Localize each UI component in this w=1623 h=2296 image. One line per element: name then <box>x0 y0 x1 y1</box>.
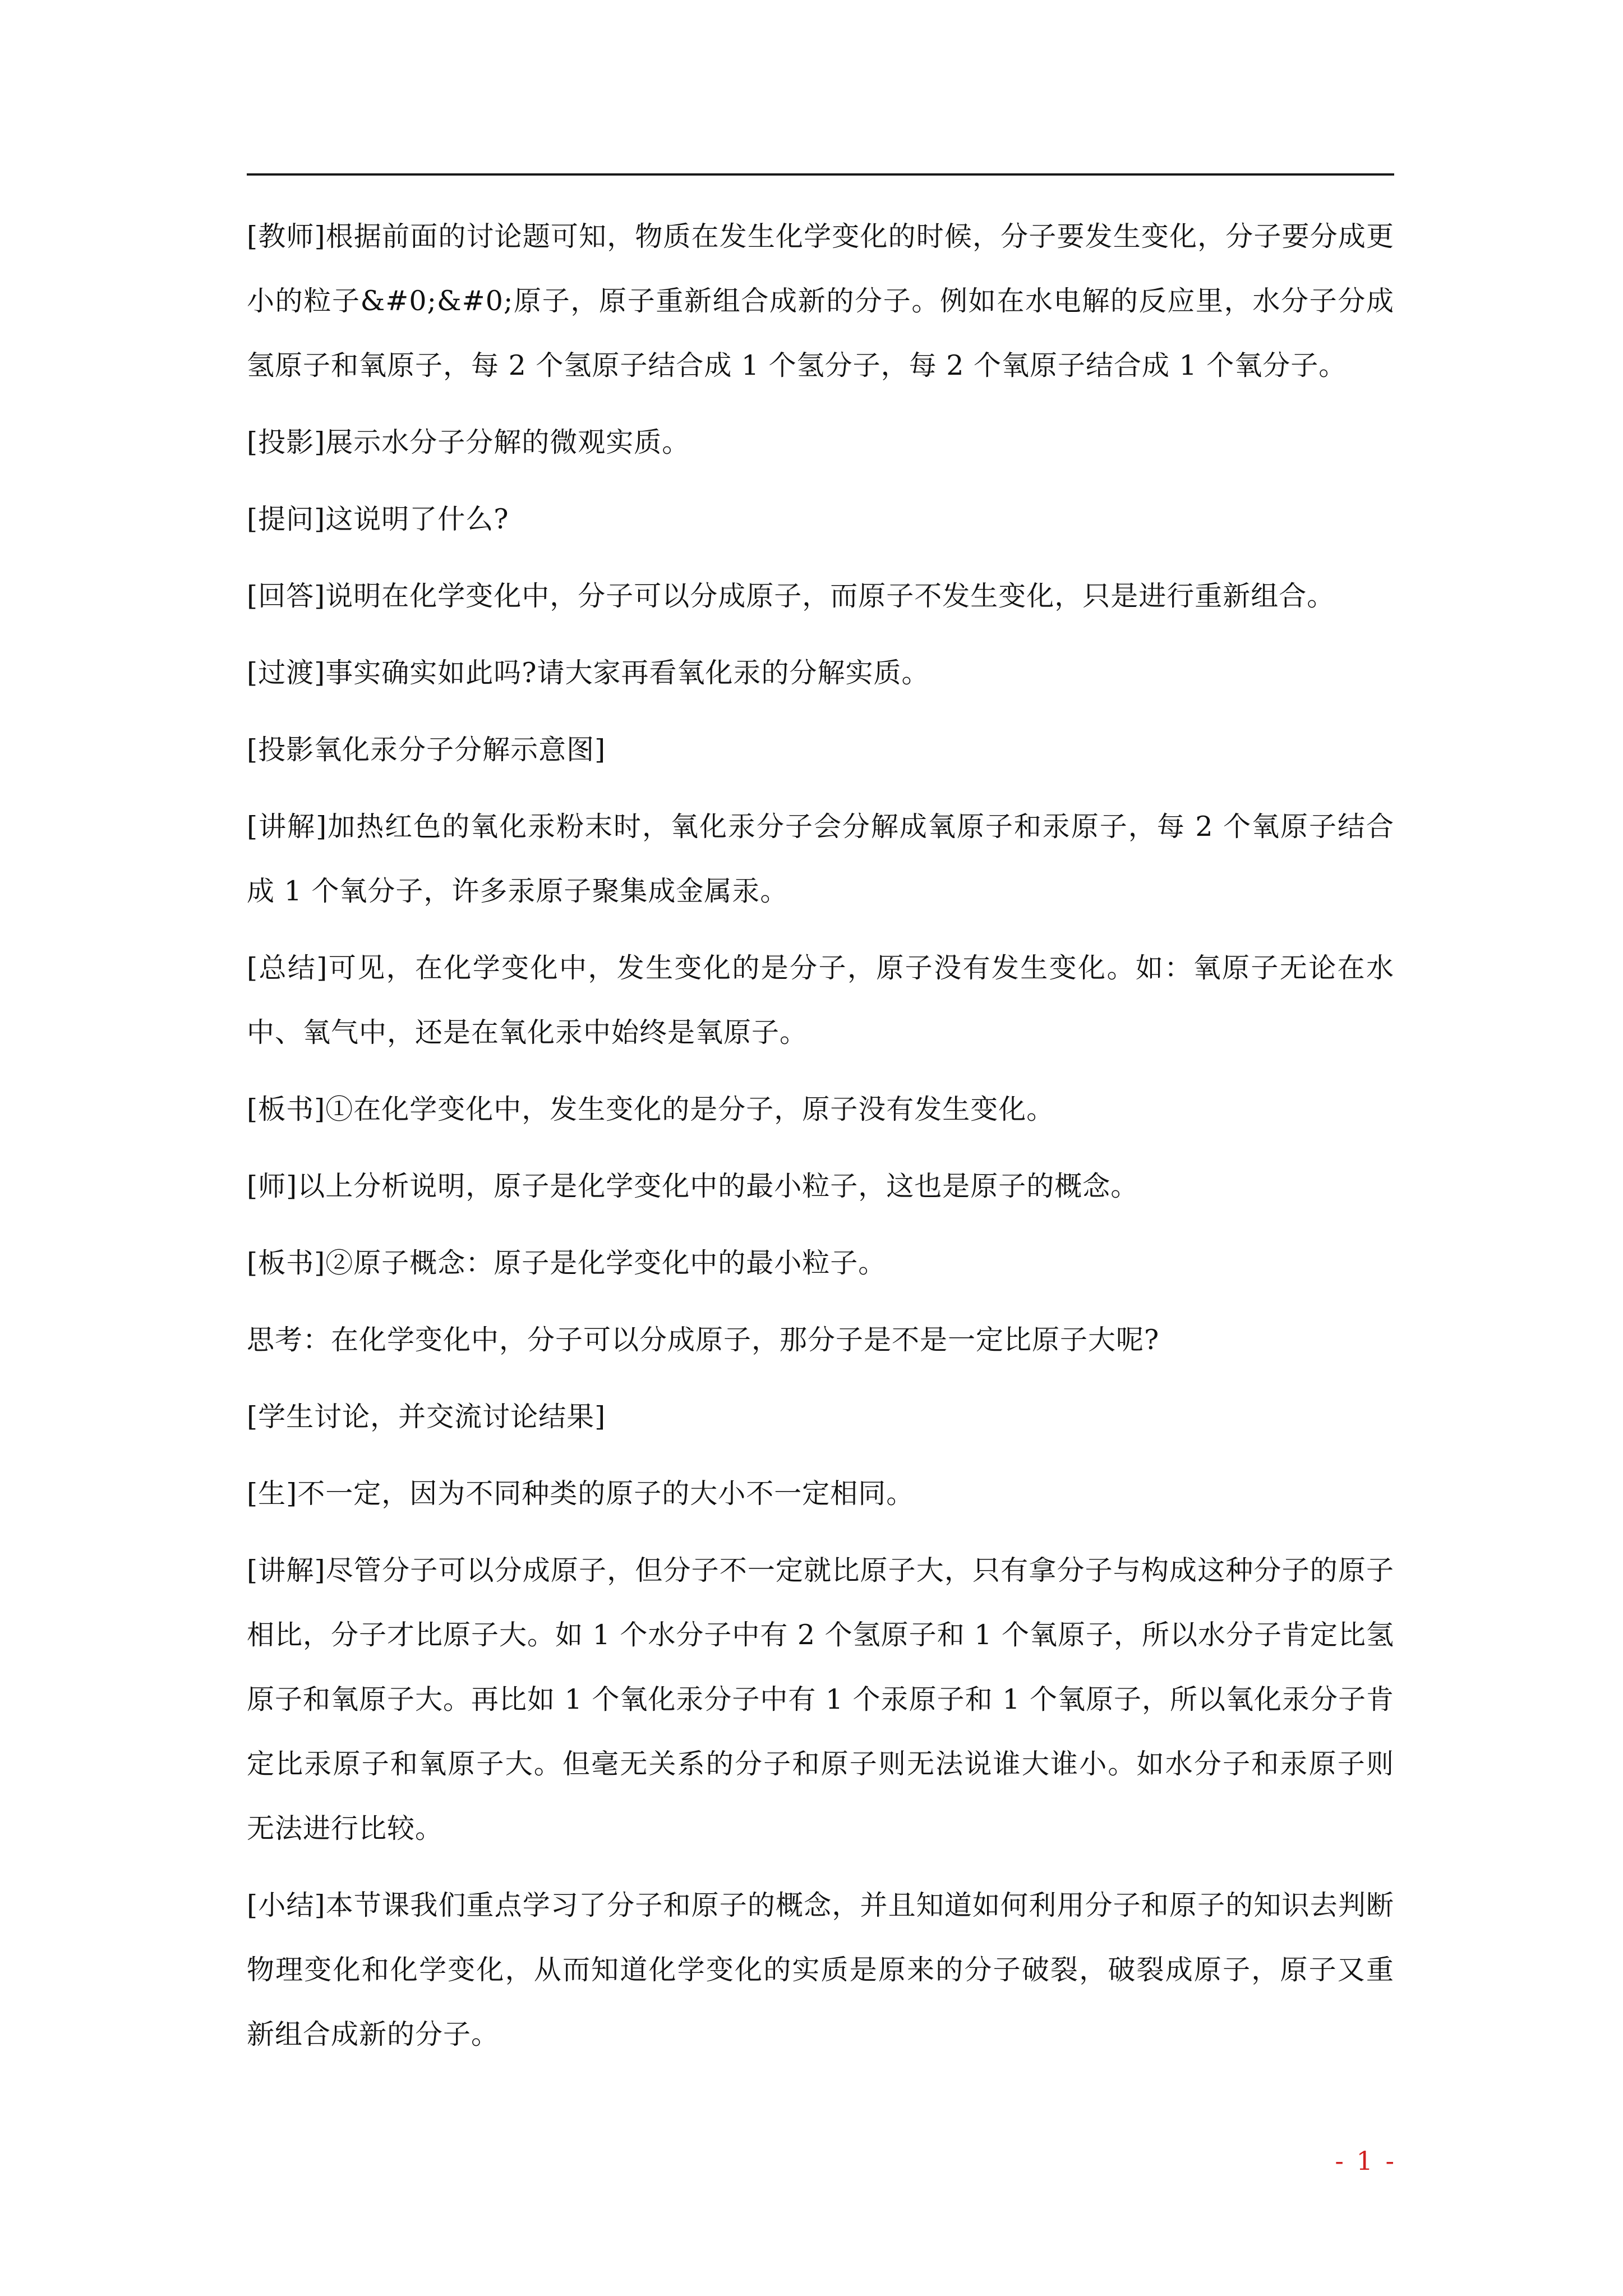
paragraph-teacher-analysis: [师]以上分析说明，原子是化学变化中的最小粒子，这也是原子的概念。 <box>247 1170 1139 1202</box>
paragraph-question: [提问]这说明了什么? <box>247 503 509 535</box>
paragraph-conclusion: [小结]本节课我们重点学习了分子和原子的概念，并且知道如何利用分子和原子的知识去判断物理变化和化学变化，从而知道化学变化的实质是原来的分子破裂，破裂成原子，原子又重新组合成新的分子。 <box>247 1889 1394 2050</box>
paragraph-board-note-2: [板书]②原子概念：原子是化学变化中的最小粒子。 <box>247 1247 887 1279</box>
paragraph-student-answer: [生]不一定，因为不同种类的原子的大小不一定相同。 <box>247 1478 915 1510</box>
document-body <box>247 204 1394 2079</box>
paragraph-summary: [总结]可见，在化学变化中，发生变化的是分子，原子没有发生变化。如：氧原子无论在水中、氧气中，还是在氧化汞中始终是氧原子。 <box>247 952 1394 1048</box>
header-rule <box>247 173 1394 176</box>
paragraph-answer: [回答]说明在化学变化中，分子可以分成原子，而原子不发生变化，只是进行重新组合。 <box>247 580 1335 612</box>
paragraph-projection-water: [投影]展示水分子分解的微观实质。 <box>247 426 690 458</box>
page-number: - 1 - <box>1335 2146 1396 2176</box>
paragraph-thinking-question: 思考：在化学变化中，分子可以分成原子，那分子是不是一定比原子大呢? <box>247 1324 1160 1356</box>
paragraph-board-note-1: [板书]①在化学变化中，发生变化的是分子，原子没有发生变化。 <box>247 1093 1055 1125</box>
paragraph-teacher-explanation: [教师]根据前面的讨论题可知，物质在发生化学变化的时候，分子要发生变化，分子要分成更小的粒子&#0;&#0;原子，原子重新组合成新的分子。例如在水电解的反应里，水分子分成氢原子和氧原子，每 2 个氢原子结合成 1 个氢分子，每 2 个氧原子结合成 1 个氧分子。 <box>247 220 1394 381</box>
paragraph-student-discussion: [学生讨论，并交流讨论结果] <box>247 1401 606 1433</box>
paragraph-projection-mercury-oxide: [投影氧化汞分子分解示意图] <box>247 734 606 766</box>
paragraph-transition: [过渡]事实确实如此吗?请大家再看氧化汞的分解实质。 <box>247 657 930 689</box>
paragraph-explanation-mercury-oxide: [讲解]加热红色的氧化汞粉末时，氧化汞分子会分解成氧原子和汞原子，每 2 个氧原子结合成 1 个氧分子，许多汞原子聚集成金属汞。 <box>247 811 1394 907</box>
paragraph-explanation-size: [讲解]尽管分子可以分成原子，但分子不一定就比原子大，只有拿分子与构成这种分子的原子相比，分子才比原子大。如 1 个水分子中有 2 个氢原子和 1 个氧原子，所以水分子肯定比氢原子和氧原子大。再比如 1 个氧化汞分子中有 1 个汞原子和 1 个氧原子，所以氧化汞分子肯定比汞原子和氧原子大。但毫无关系的分子和原子则无法说谁大谁小。如水分子和汞原子则无法进行比较。 <box>247 1554 1394 1844</box>
